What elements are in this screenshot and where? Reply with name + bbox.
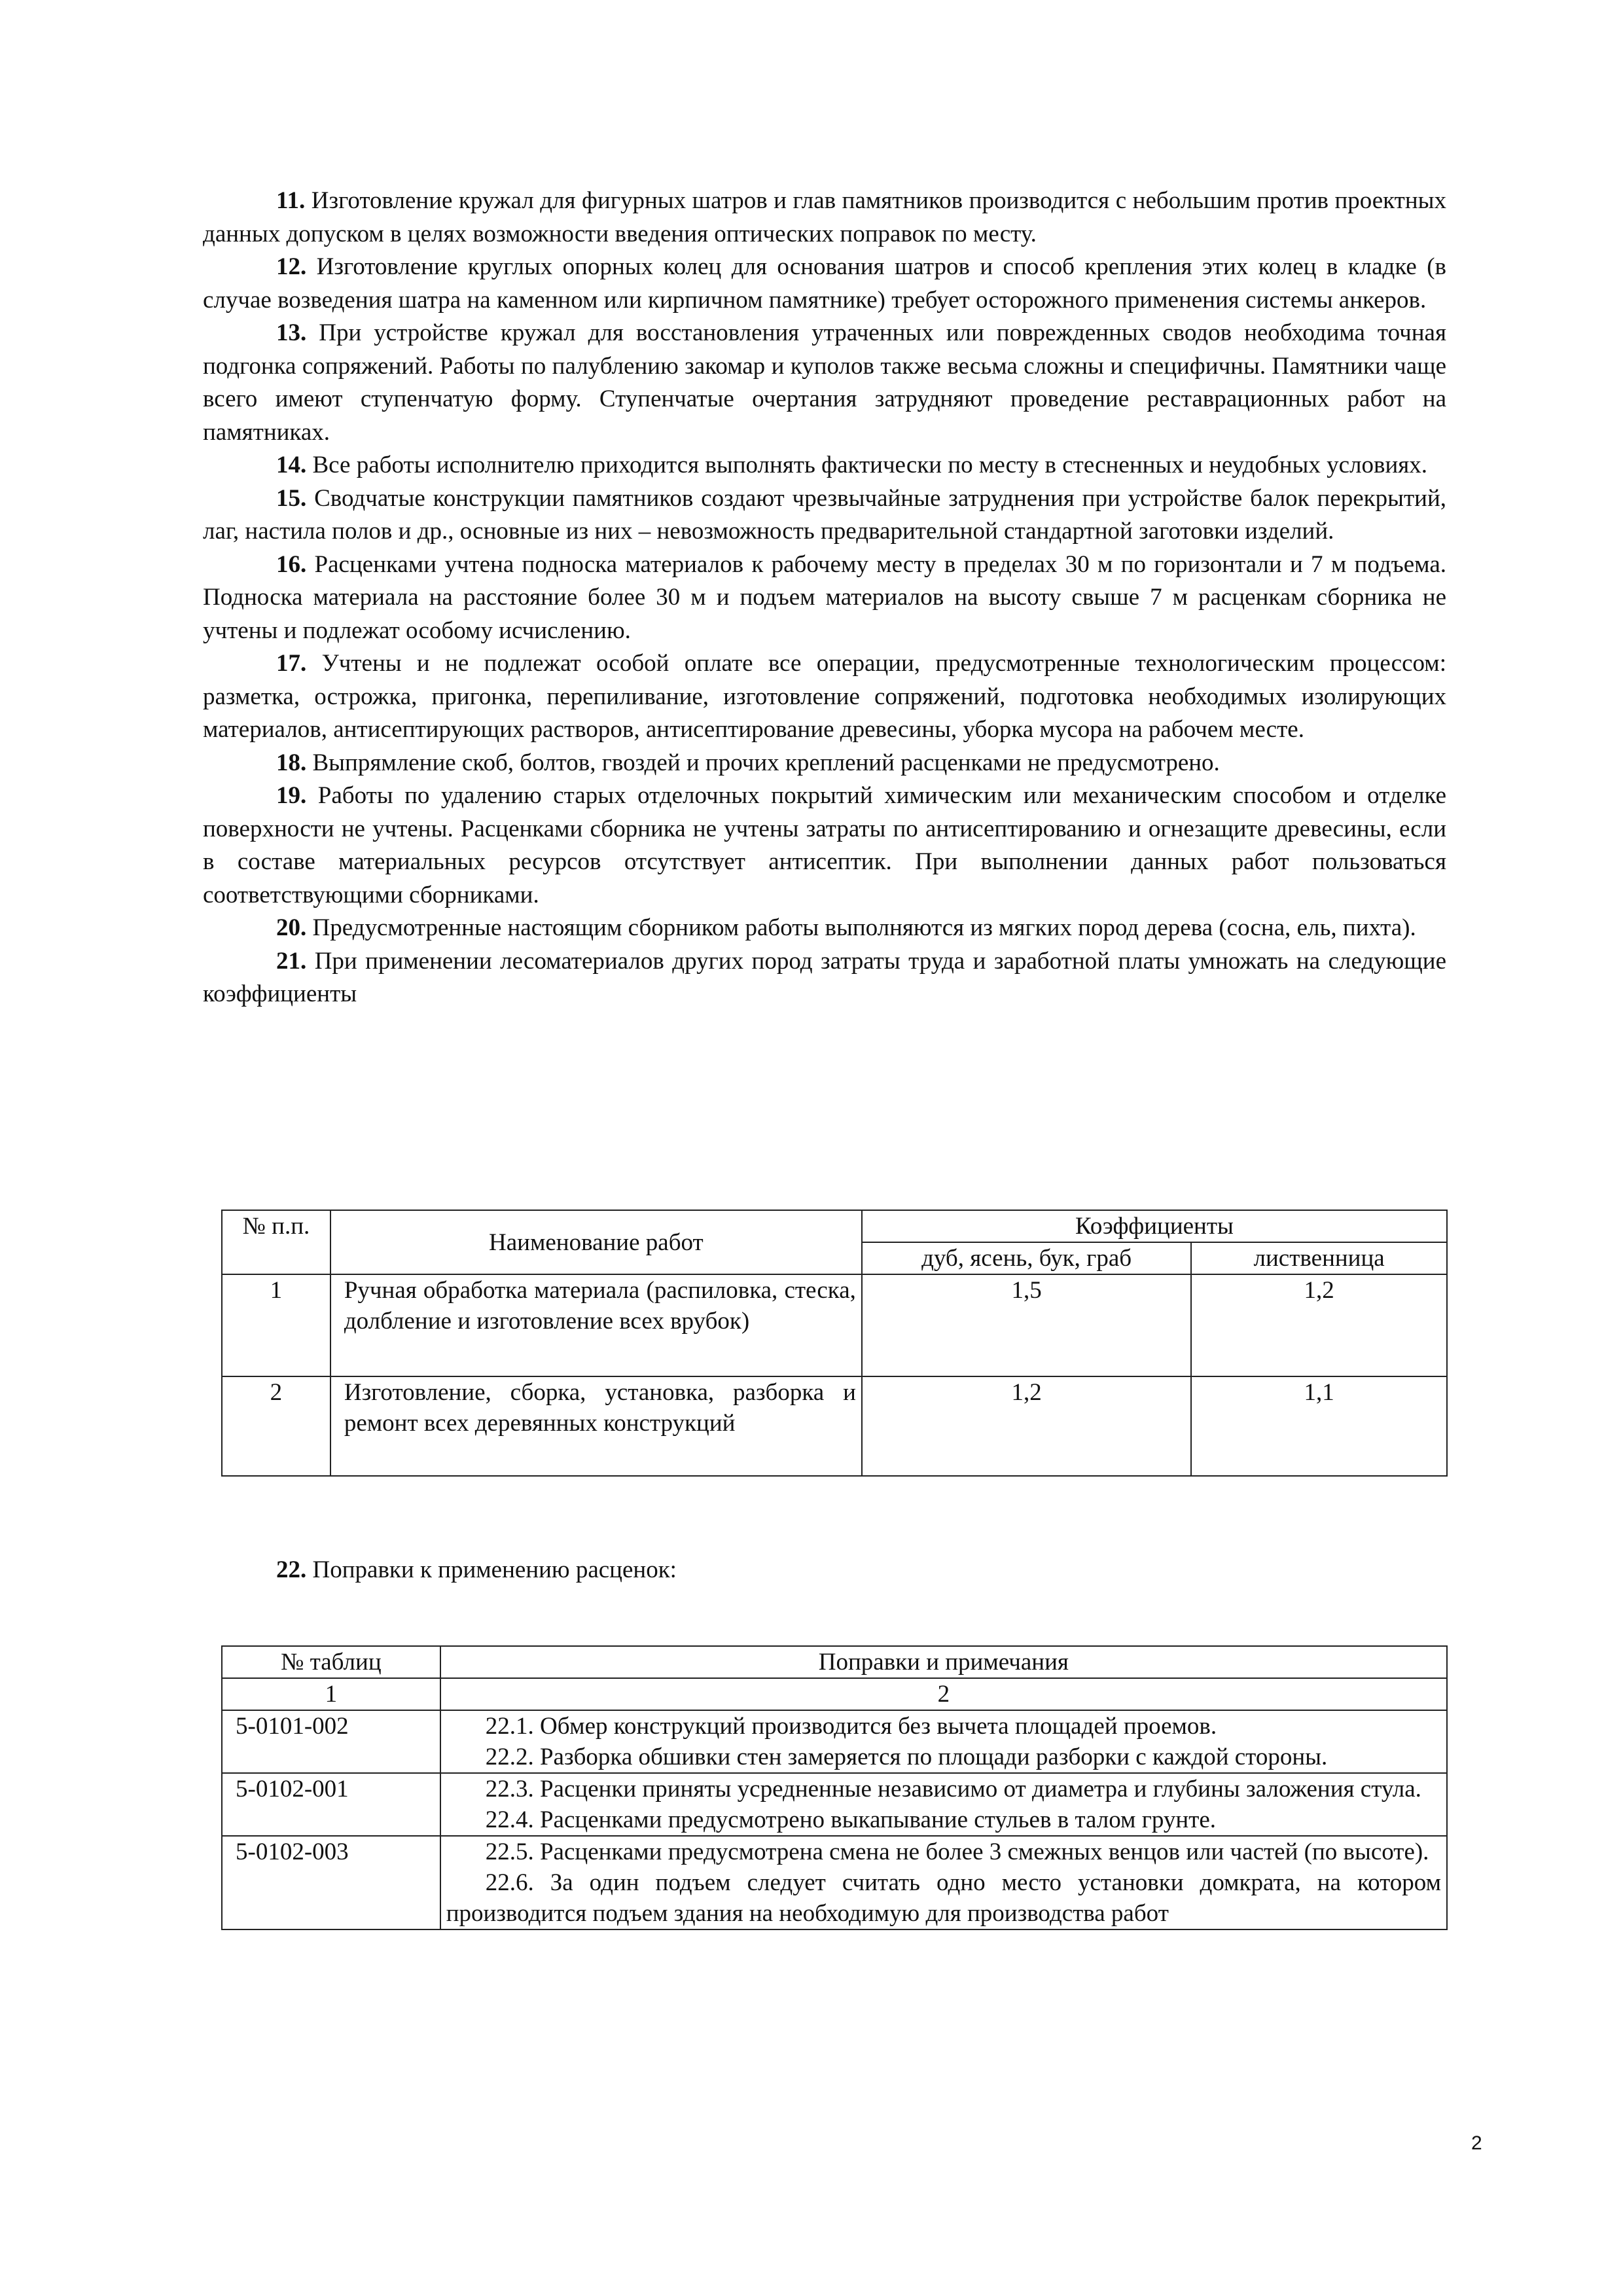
header-table-numbers: № таблиц <box>222 1646 440 1678</box>
paragraph-15: 15. Сводчатые конструкции памятников создают чрезвычайные затруднения при устройстве балок перекрытий, лаг, настила полов и др., основные из них – невозможность предварительной стандартной заготовки изделий. <box>203 484 1446 545</box>
table-header-row <box>222 1646 1447 1678</box>
page-number: 2 <box>1471 2132 1482 2154</box>
row-number: 2 <box>222 1376 330 1476</box>
table-header-row <box>222 1210 1447 1242</box>
table-row <box>222 1274 1447 1376</box>
header-item-number: № п.п. <box>222 1210 330 1274</box>
note-22-2: 22.2. Разборка обшивки стен замеряется по площади разборки с каждой стороны. <box>485 1744 1328 1770</box>
note-22-4: 22.4. Расценками предусмотрено выкапывание стульев в талом грунте. <box>485 1806 1217 1833</box>
paragraph-21: 21. При применении лесоматериалов других пород затраты труда и заработной платы умножать на следующие коэффициенты <box>203 947 1446 1007</box>
row-coef-larch: 1,1 <box>1191 1376 1447 1476</box>
row-table-code: 5-0102-003 <box>222 1836 440 1929</box>
paragraph-16: 16. Расценками учтена подноска материалов к рабочему месту в пределах 30 м по горизонтали и 7 м подъема. Подноска материала на расстояние более 30 м и подъем материалов на высоту свыше 7 м расценкам сборника не учтены и подлежат особому исчислению. <box>203 550 1446 644</box>
header-work-name: Наименование работ <box>330 1210 862 1274</box>
corrections-table <box>221 1645 1448 1930</box>
paragraph-20: 20. Предусмотренные настоящим сборником работы выполняются из мягких пород дерева (сосна, ель, пихта). <box>276 914 1416 941</box>
note-22-3: 22.3. Расценки приняты усредненные независимо от диаметра и глубины заложения стула. <box>485 1776 1421 1803</box>
paragraph-13: 13. При устройстве кружал для восстановления утраченных или поврежденных сводов необходима точная подгонка сопряжений. Работы по палублению закомар и куполов также весьма сложны и специфичны. Памятники чаще всего имеют ступенчатую форму. Ступенчатые очертания затрудняют проведение реставрационных работ на памятниках. <box>203 319 1446 446</box>
note-22-1: 22.1. Обмер конструкций производится без вычета площадей проемов. <box>485 1713 1217 1740</box>
row-number: 1 <box>222 1274 330 1376</box>
table-row <box>222 1376 1447 1476</box>
row-notes <box>440 1773 1447 1836</box>
table-column-numbers-row <box>222 1678 1447 1710</box>
row-work: Ручная обработка материала (распиловка, стеска, долбление и изготовление всех врубок) <box>330 1274 862 1376</box>
header-notes: Поправки и примечания <box>440 1646 1447 1678</box>
coefficients-table <box>221 1210 1448 1477</box>
row-notes <box>440 1836 1447 1929</box>
row-coef-hardwood: 1,5 <box>862 1274 1191 1376</box>
row-work: Изготовление, сборка, установка, разборка и ремонт всех деревянных конструкций <box>330 1376 862 1476</box>
paragraph-18: 18. Выпрямление скоб, болтов, гвоздей и прочих креплений расценками не предусмотрено. <box>276 749 1220 776</box>
section-22-heading: 22. Поправки к применению расценок: <box>276 1556 677 1583</box>
body-text <box>203 185 1446 1011</box>
header-hardwood: дуб, ясень, бук, граб <box>862 1242 1191 1274</box>
row-coef-hardwood: 1,2 <box>862 1376 1191 1476</box>
paragraph-11: 11. Изготовление кружал для фигурных шатров и глав памятников производится с небольшим против проектных данных допуском в целях возможности введения оптических поправок по месту. <box>203 187 1447 247</box>
row-table-code: 5-0101-002 <box>222 1710 440 1773</box>
column-number-2: 2 <box>440 1678 1447 1710</box>
header-larch: лиственница <box>1191 1242 1447 1274</box>
paragraph-14: 14. Все работы исполнителю приходится выполнять фактически по месту в стесненных и неудобных условиях. <box>276 452 1428 478</box>
table-row <box>222 1710 1447 1773</box>
header-coefficients: Коэффициенты <box>862 1210 1447 1242</box>
note-22-5: 22.5. Расценками предусмотрена смена не более 3 смежных венцов или частей (по высоте). <box>485 1839 1429 1865</box>
paragraph-12: 12. Изготовление круглых опорных колец для основания шатров и способ крепления этих колец в кладке (в случае возведения шатра на каменном или кирпичном памятнике) требует осторожного применения системы анкеров. <box>203 253 1447 314</box>
row-table-code: 5-0102-001 <box>222 1773 440 1836</box>
table-row <box>222 1773 1447 1836</box>
column-number-1: 1 <box>222 1678 440 1710</box>
paragraph-17: 17. Учтены и не подлежат особой оплате все операции, предусмотренные технологическим процессом: разметка, острожка, пригонка, перепиливание, изготовление сопряжений, подготовка необходимых изолирующих материалов, антисептирующих растворов, антисептирование древесины, уборка мусора на рабочем месте. <box>203 650 1447 743</box>
note-22-6: 22.6. За один подъем следует считать одно место установки домкрата, на котором производится подъем здания на необходимую для производства работ <box>446 1869 1441 1927</box>
paragraph-19: 19. Работы по удалению старых отделочных покрытий химическим или механическим способом и отделке поверхности не учтены. Расценками сборника не учтены затраты по антисептированию и огнезащите древесины, если в составе материальных ресурсов отсутствует антисептик. При выполнении данных работ пользоваться соответствующими сборниками. <box>203 782 1447 908</box>
row-notes <box>440 1710 1447 1773</box>
table-row <box>222 1836 1447 1929</box>
row-coef-larch: 1,2 <box>1191 1274 1447 1376</box>
